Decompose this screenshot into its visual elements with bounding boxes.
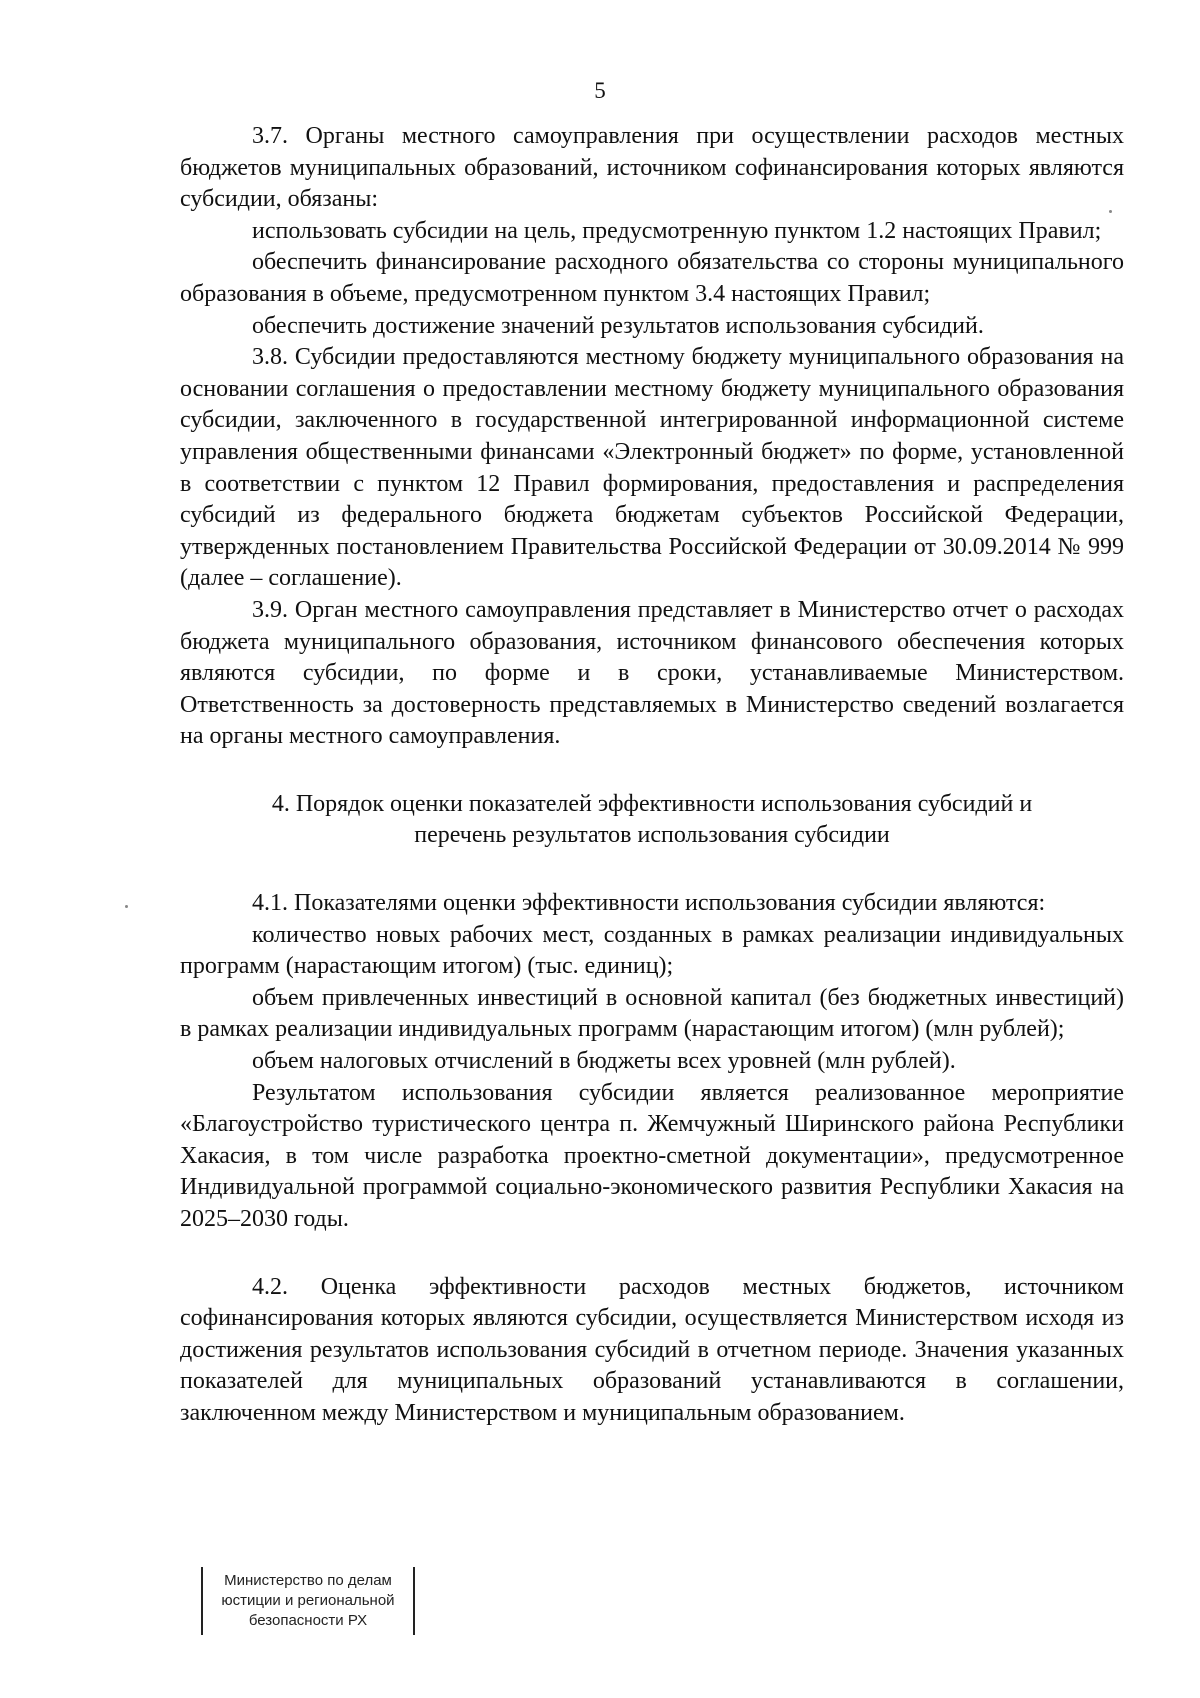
paragraph-4-2: 4.2. Оценка эффективности расходов местных бюджетов, источником софинансирования которых являются субсидии, осуществляется Министерством исходя из достижения результатов использования субсидий в отчетном периоде. Значения указанных показателей для муниципальных образований устанавливаются в соглашении, заключенном между Министерством и муниципальным образованием. xyxy=(180,1273,1124,1426)
paragraph-3-7-item-1: использовать субсидии на цель, предусмотренную пунктом 1.2 настоящих Правил; xyxy=(252,217,1102,244)
section-4-heading xyxy=(180,789,1124,852)
paragraph-4-1-indicator-1: количество новых рабочих мест, созданных в рамках реализации индивидуальных программ (нарастающим итогом) (тыс. единиц); xyxy=(180,921,1124,980)
paragraph-4-1-result: Результатом использования субсидии является реализованное мероприятие «Благоустройство туристического центра п. Жемчужный Ширинского района Республики Хакасия, в том числе разработка проектно-сметной документации», предусмотренное Индивидуальной программой социально-экономического развития Республики Хакасия на 2025–2030 годы. xyxy=(180,1079,1124,1232)
document-body xyxy=(180,121,1124,1430)
scan-speck xyxy=(1109,210,1112,213)
paragraph-3-8: 3.8. Субсидии предоставляются местному бюджету муниципального образования на основании соглашения о предоставлении местному бюджету муниципального образования субсидии, заключенного в государственной интегрированной информационной системе управления общественными финансами «Электронный бюджет» по форме, установленной в соответствии с пунктом 12 Правил формирования, предоставления и распределения субсидий из федерального бюджета бюджетам субъектов Российской Федерации, утвержденных постановлением Правительства Российской Федерации от 30.09.2014 № 999 (далее – соглашение). xyxy=(180,344,1124,592)
stamp-line-3: безопасности РХ xyxy=(248,1612,368,1629)
stamp-line-2: юстиции и региональной xyxy=(221,1592,395,1609)
paragraph-3-7: 3.7. Органы местного самоуправления при осуществлении расходов местных бюджетов муниципальных образований, источником софинансирования которых являются субсидии, обязаны: xyxy=(180,123,1124,213)
section-4-heading-line-1: 4. Порядок оценки показателей эффективности использования субсидий и xyxy=(271,790,1033,817)
stamp-line-1: Министерство по делам xyxy=(224,1572,392,1589)
registration-stamp xyxy=(201,1567,415,1635)
paragraph-3-7-item-2: обеспечить финансирование расходного обязательства со стороны муниципального образования в объеме, предусмотренном пунктом 3.4 настоящих Правил; xyxy=(180,249,1124,307)
section-4-heading-line-2: перечень результатов использования субсидии xyxy=(414,822,890,849)
scan-speck xyxy=(125,905,128,908)
paragraph-3-9: 3.9. Орган местного самоуправления представляет в Министерство отчет о расходах бюджета муниципального образования, источником финансового обеспечения которых являются субсидии, по форме и в сроки, устанавливаемые Министерством. Ответственность за достоверность представляемых в Министерство сведений возлагается на органы местного самоуправления. xyxy=(180,596,1124,750)
paragraph-4-1-indicator-3: объем налоговых отчислений в бюджеты всех уровней (млн рублей). xyxy=(252,1048,956,1075)
paragraph-4-1: 4.1. Показателями оценки эффективности использования субсидии являются: xyxy=(252,890,1046,917)
paragraph-4-1-indicator-2: объем привлеченных инвестиций в основной капитал (без бюджетных инвестиций) в рамках реализации индивидуальных программ (нарастающим итогом) (млн рублей); xyxy=(180,984,1124,1043)
page-number: 5 xyxy=(594,78,606,103)
paragraph-3-7-item-3: обеспечить достижение значений результатов использования субсидий. xyxy=(252,312,984,339)
